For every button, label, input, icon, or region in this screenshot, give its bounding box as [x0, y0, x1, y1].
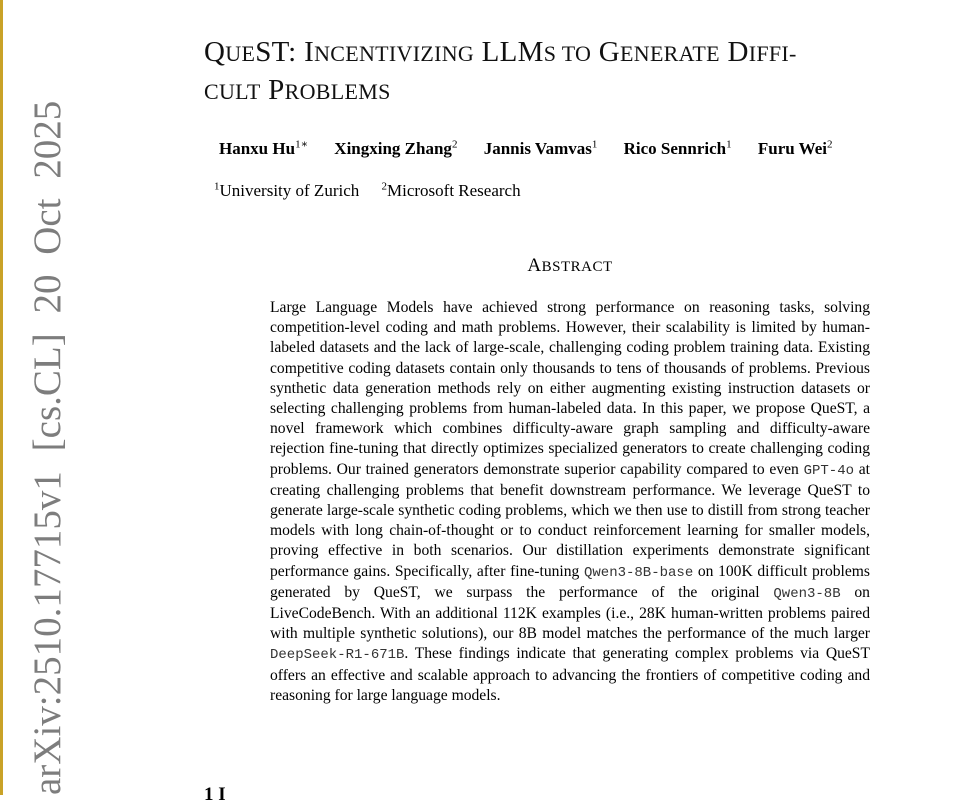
- arxiv-category: [cs.CL]: [26, 333, 69, 452]
- code-model-name: DeepSeek-R1-671B: [270, 647, 405, 664]
- code-model-name: Qwen3-8B-base: [584, 564, 694, 581]
- abstract-text: Large Language Models have achieved strong performance on reasoning tasks, solving competition-level coding and math problems. However, their scalability is limited by human-labeled datasets and the lack of large-scale, challenging coding problem training data. Existing competitive coding datasets contain only thousands to tens of thousands of problems. Previous synthetic data generation methods rely on either augmenting existing instruction datasets or selecting challenging problems from human-labeled data. In this paper, we propose QueST, a novel framework which combines difficulty-aware graph sampling and difficulty-aware rejection fine-tuning that directly optimizes specialized generators to create challenging coding problems. Our trained generators demonstrate superior capability compared to even GPT-4o at creating challenging problems that benefit downstream performance. We leverage QueST to generate large-scale synthetic coding problems, which we then use to distill from strong teacher models with long chain-of-thought or to conduct reinforcement learning for smaller models, proving effective in both scenarios. Our distillation experiments demonstrate significant performance gains. Specifically, after fine-tuning Qwen3-8B-base on 100K difficult problems generated by QueST, we surpass the performance of the original Qwen3-8B on LiveCodeBench. With an additional 112K examples (i.e., 28K human-written problems paired with multiple synthetic solutions), our 8B model matches the performance of the much larger DeepSeek-R1-671B. These findings indicate that generating complex problems via QueST offers an effective and scalable approach to advancing the frontiers of competitive coding and reasoning for large language models.: [270, 299, 871, 704]
- author: Hanxu $Hu^{1∗}$: [219, 138, 309, 158]
- abstract-heading: ABSTRACT: [527, 255, 613, 276]
- page-frame-left: [0, 0, 3, 795]
- author: Jannis Vamvas$^1$: [483, 138, 598, 158]
- affiliation: $^1$University of Zurich: [214, 180, 360, 200]
- arxiv-id: arXiv:2510.17715v1: [26, 471, 69, 795]
- author: Furu Wei$^2$: [757, 138, 833, 158]
- affiliation: $^2$Microsoft Research: [381, 180, 521, 200]
- arxiv-date: 20 Oct 2025: [26, 100, 69, 314]
- author: Xingxing Zhang$^2$: [334, 138, 458, 158]
- code-model-name: GPT-4o: [803, 462, 855, 479]
- title-line-2: CULT PROBLEMS: [204, 74, 391, 106]
- author: Rico Sennrich$^1$: [623, 138, 732, 158]
- author-list: [219, 137, 939, 159]
- paper-title: [204, 34, 954, 110]
- code-model-name: Qwen3-8B: [773, 585, 841, 602]
- section-heading-introduction: 1 I: [204, 784, 226, 805]
- title-line-1: QUEST: INCENTIVIZING LLMS TO GENERATE DIFFI-: [204, 36, 797, 68]
- affiliation-list: [214, 180, 539, 201]
- arxiv-stamp: [24, 100, 72, 795]
